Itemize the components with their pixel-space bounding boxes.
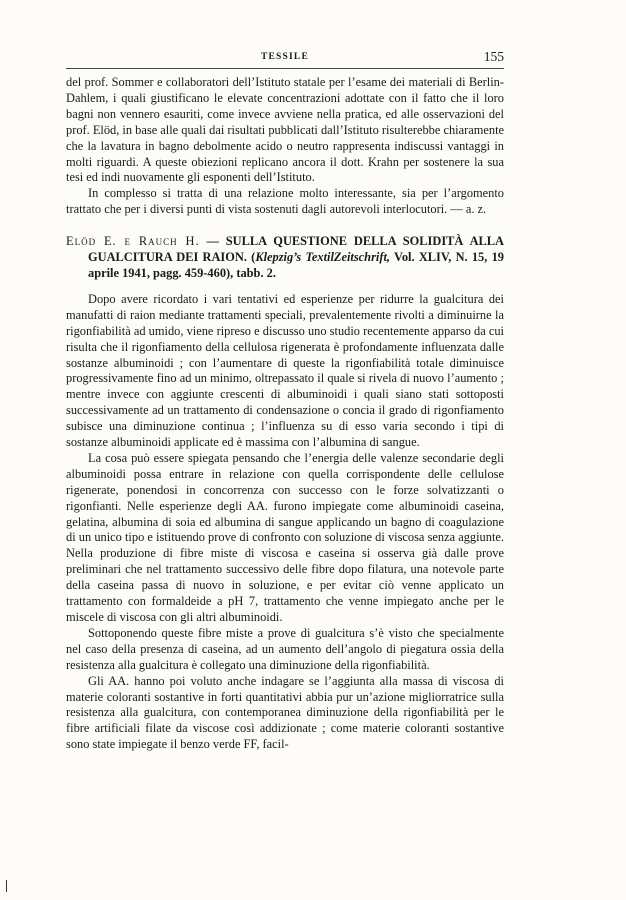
scan-edge-mark	[6, 880, 7, 892]
article-section	[66, 234, 504, 753]
body-paragraph: Dopo avere ricordato i vari tentativi ed esperienze per ridurre la gualcitura dei manufatti di raion mediante trattamenti speciali, prevalentemente rivolti a diminuirne la rigonfiabilità ad umido, viene ripreso e discusso uno studio recentemente apparso da cui risulta che il rigonfiamento della cellulosa rigenerata è profondamente influenzata dalle sostanze albuminoidi ; con l’aumentare di queste la rigonfiabilità totale diminuisce progressivamente fino ad un minimo, oltrepassato il quale si rivela di nuovo l’aumento ; mentre invece con aggiunte crescenti di albuminoidi i quali siano stati sottoposti successivamente ad un trattamento di condensazione o concia il grado di rigonfiamento subisce una diminuzione continua ; l’influenza su di esso varia secondo i tipi di sostanze albuminoidi applicate ed è massima con l’albumina di sangue.	[66, 291, 504, 450]
page-header	[66, 48, 504, 69]
article-citation: Vol. XLIV, N. 15, 19 aprile 1941, pagg. 459-460), tabb. 2.	[88, 250, 504, 280]
running-title: TESSILE	[260, 52, 309, 62]
body-paragraph: Sottoponendo queste fibre miste a prove di gualcitura s’è visto che specialmente nel caso della presenza di caseina, ad un aumento dell’angolo di piegatura ossia della resistenza alla gualcitura è collegato una diminuzione della rigonfiabilità.	[66, 625, 504, 672]
article-heading	[66, 234, 504, 282]
article-title: — SULLA QUESTIONE DELLA SOLIDITÀ ALLA GUALCITURA DEI RAION. (	[88, 234, 504, 265]
body-paragraph: In complesso si tratta di una relazione molto interessante, sia per l’argomento trattato che per i diversi punti di vista sostenuti dagli autorevoli interlocutori. — a. z.	[66, 186, 504, 217]
article-authors: Elöd E. e Rauch H.	[66, 234, 200, 249]
document-page	[66, 48, 504, 753]
journal-name: Klepzig’s TextilZeitschrift,	[255, 250, 391, 265]
body-paragraph: Gli AA. hanno poi voluto anche indagare se l’aggiunta alla massa di viscosa di materie coloranti sostantive in forti quantitativi abbia pur un’azione migliorratrice sulla resistenza alla gualcitura, con contemporanea diminuzione della rigonfiabilità per le fibre artificiali filate da viscose così addizionate ; come materie coloranti sostantive sono state impiegate il benzo verde FF, facil-	[66, 673, 504, 752]
body-paragraph: La cosa può essere spiegata pensando che l’energia delle valenze secondarie degli albuminoidi possa entrare in relazione con quella corrispondente delle cellulose rigenerate, ponendosi in concorrenza con successo con le forze solvatizzanti o rigonfianti. Nelle esperienze degli AA. furono impiegate come albuminoidi caseina, gelatina, albumina di soia ed albumina di sangue applicando un bagno di coagulazione di un unico tipo e istituendo prove di confronto con soluzione di viscosa senza aggiunte. Nella produzione di fibre miste di viscosa e caseina si osserva già dalle prove preliminari che nel trattamento successivo delle fibre dopo filatura, una notevole parte della caseina passa di nuovo in soluzione, e per evitar ciò venne applicato un trattamento con formaldeide a pH 7, trattamento che venne impiegato anche per le miscele di viscosa con gli altri albuminoidi.	[66, 450, 504, 624]
body-paragraph: del prof. Sommer e collaboratori dell’Istituto statale per l’esame dei materiali di Berlin-Dahlem, i quali giustificano le elevate concentrazioni adottate con il fatto che il loro bagni non vennero esauriti, come invece avviene nella pratica, ed alle osservazioni del prof. Elöd, in base alle quali dai risultati pubblicati dall’Istituto risulterebbe chiaramente che la lavatura in bagno debolmente acido o neutro rappresenta indiscussi vantaggi in molti riguardi. A queste obiezioni replicano ancora il dott. Krahn per sostenere la sua tesi ed indi nuovamente gli esponenti dell’Istituto.	[66, 75, 505, 185]
page-number: 155	[483, 49, 504, 64]
